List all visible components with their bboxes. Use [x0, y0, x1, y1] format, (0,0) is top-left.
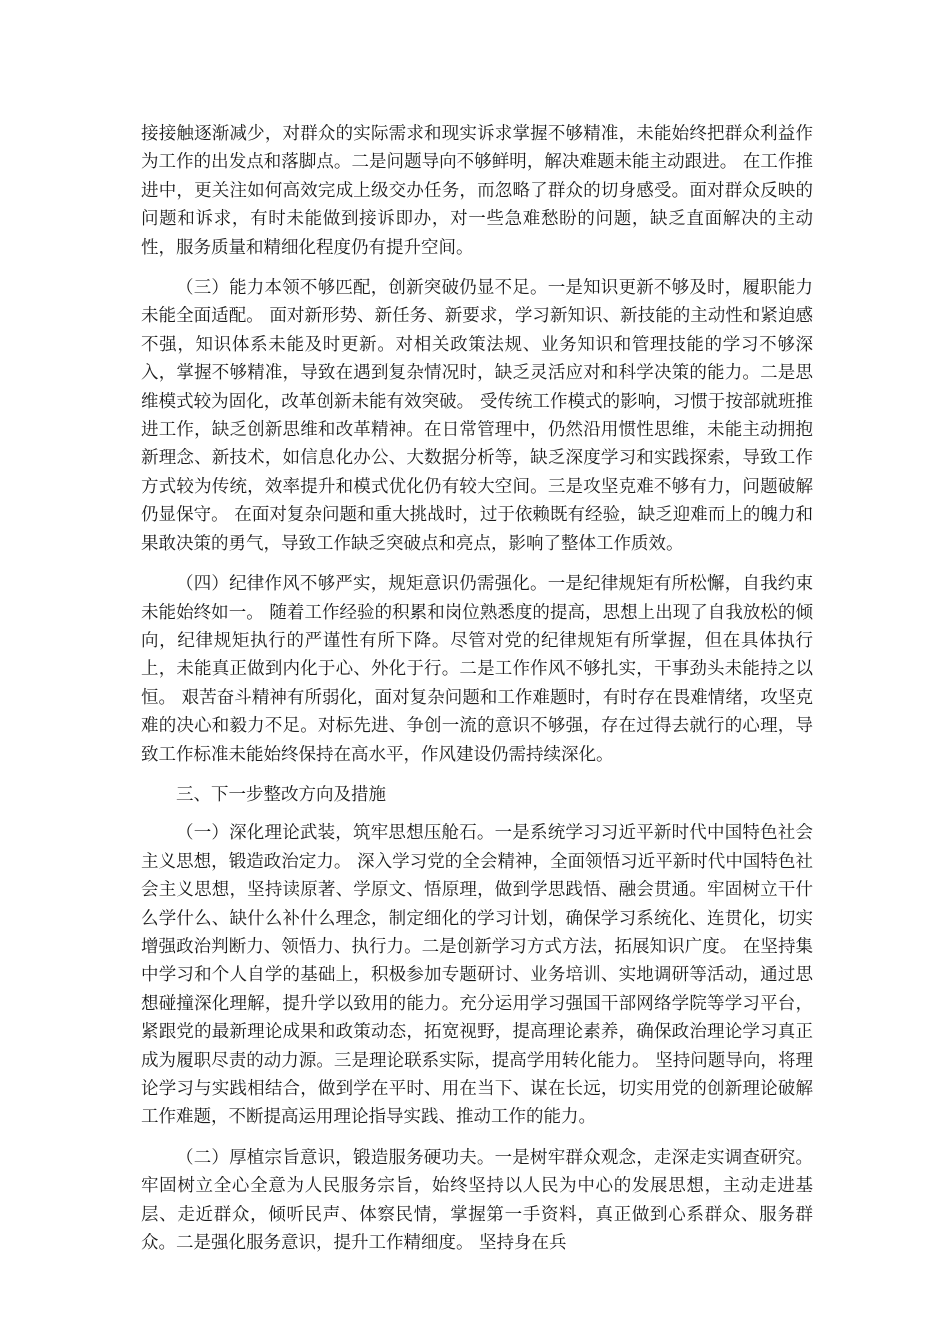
paragraph-ability: （三）能力本领不够匹配，创新突破仍显不足。一是知识更新不够及时，履职能力未能全面适配。 面对新形势、新任务、新要求，学习新知识、新技能的主动性和紧迫感不强，知识体系未能及时更新。对相关政策法规、业务知识和管理技能的学习不够深入，掌握不够精准，导致在遇到复杂情况时，缺乏灵活应对和科学决策的能力。二是思维模式较为固化，改革创新未能有效突破。 受传统工作模式的影响，习惯于按部就班推进工作，缺乏创新思维和改革精神。在日常管理中，仍然沿用惯性思维，未能主动拥抱新理念、新技术，如信息化办公、大数据分析等，缺乏深度学习和实践探索，导致工作方式较为传统，效率提升和模式优化仍有较大空间。三是攻坚克难不够有力，问题破解仍显保守。 在面对复杂问题和重大挑战时，过于依赖既有经验，缺乏迎难而上的魄力和果敢决策的勇气，导致工作缺乏突破点和亮点，影响了整体工作质效。 — [141, 278, 813, 554]
document-body — [141, 120, 813, 1269]
paragraph-discipline: （四）纪律作风不够严实，规矩意识仍需强化。一是纪律规矩有所松懈，自我约束未能始终如一。 随着工作经验的积累和岗位熟悉度的提高，思想上出现了自我放松的倾向，纪律规矩执行的严谨性有所下降。尽管对党的纪律规矩有所掌握，但在具体执行上，未能真正做到内化于心、外化于行。二是工作作风不够扎实，干事劲头未能持之以恒。 艰苦奋斗精神有所弱化，面对复杂问题和工作难题时，有时存在畏难情绪，攻坚克难的决心和毅力不足。对标先进、争创一流的意识不够强，存在过得去就行的心理，导致工作标准未能始终保持在高水平，作风建设仍需持续深化。 — [141, 574, 813, 765]
section-heading: 三、下一步整改方向及措施 — [176, 784, 386, 805]
paragraph-continued: 接接触逐渐减少，对群众的实际需求和现实诉求掌握不够精准，未能始终把群众利益作为工作的出发点和落脚点。二是问题导向不够鲜明，解决难题未能主动跟进。 在工作推进中，更关注如何高效完成上级交办任务，而忽略了群众的切身感受。面对群众反映的问题和诉求，有时未能做到接诉即办，对一些急难愁盼的问题，缺乏直面解决的主动性，服务质量和精细化程度仍有提升空间。 — [141, 124, 813, 258]
paragraph-theory: （一）深化理论武装，筑牢思想压舱石。一是系统学习习近平新时代中国特色社会主义思想，锻造政治定力。 深入学习党的全会精神，全面领悟习近平新时代中国特色社会主义思想，坚持读原著、学原文、悟原理，做到学思践悟、融会贯通。牢固树立干什么学什么、缺什么补什么理念，制定细化的学习计划，确保学习系统化、连贯化，切实增强政治判断力、领悟力、执行力。二是创新学习方式方法，拓展知识广度。 在坚持集中学习和个人自学的基础上，积极参加专题研讨、业务培训、实地调研等活动，通过思想碰撞深化理解，提升学以致用的能力。充分运用学习强国干部网络学院等学习平台，紧跟党的最新理论成果和政策动态，拓宽视野，提高理论素养，确保政治理论学习真正成为履职尽责的动力源。三是理论联系实际，提高学用转化能力。 坚持问题导向，将理论学习与实践相结合，做到学在平时、用在当下、谋在长远，切实用党的创新理论破解工作难题，不断提高运用理论指导实践、推动工作的能力。 — [141, 823, 813, 1128]
paragraph-service: （二）厚植宗旨意识，锻造服务硬功夫。一是树牢群众观念，走深走实调查研究。 牢固树立全心全意为人民服务宗旨，始终坚持以人民为中心的发展思想，主动走进基层、走近群众，倾听民声、体察民情，掌握第一手资料，真正做到心系群众、服务群众。二是强化服务意识，提升工作精细度。 坚持身在兵 — [141, 1147, 813, 1254]
